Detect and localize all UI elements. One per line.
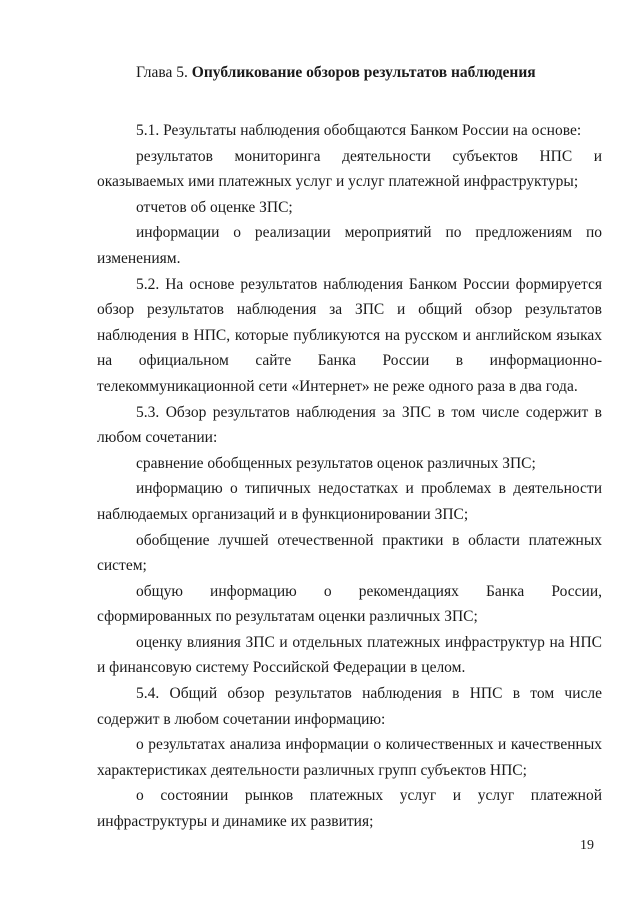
paragraph-reports: отчетов об оценке ЗПС; <box>136 198 293 216</box>
document-body <box>97 118 602 835</box>
paragraph-5-1: 5.1. Результаты наблюдения обобщаются Банком России на основе: <box>136 122 582 139</box>
page-number: 19 <box>580 838 594 853</box>
paragraph-analysis: о результатах анализа информации о количественных и качественных характеристиках деятельности различных групп субъектов НПС; <box>97 736 602 779</box>
paragraph-best-practice: обобщение лучшей отечественной практики в области платежных систем; <box>97 531 602 575</box>
chapter-heading <box>136 64 536 82</box>
paragraph-recommendations: общую информацию о рекомендациях Банка России, сформированных по результатам оценки различных ЗПС; <box>97 582 602 626</box>
chapter-prefix: Глава 5. <box>136 64 188 81</box>
paragraph-monitoring: результатов мониторинга деятельности субъектов НПС и оказываемых ими платежных услуг и услуг платежной инфраструктуры; <box>97 147 602 191</box>
paragraph-5-2: 5.2. На основе результатов наблюдения Банком России формируется обзор результатов наблюдения за ЗПС и общий обзор результатов наблюдения в НПС, которые публикуются на русском и английском языках на официальном сайте Банка России в информационно-телекоммуникационной сети «Интернет» не реже одного раза в два года. <box>97 275 602 395</box>
paragraph-measures: информации о реализации мероприятий по предложениям по изменениям. <box>97 224 602 267</box>
paragraph-5-3: 5.3. Обзор результатов наблюдения за ЗПС в том числе содержит в любом сочетании: <box>97 403 602 447</box>
paragraph-5-4: 5.4. Общий обзор результатов наблюдения в НПС в том числе содержит в любом сочетании информацию: <box>97 685 602 728</box>
paragraph-impact: оценку влияния ЗПС и отдельных платежных инфраструктур на НПС и финансовую систему Российской Федерации в целом. <box>97 633 602 677</box>
paragraph-deficiencies: информацию о типичных недостатках и проблемах в деятельности наблюдаемых организаций и в функционировании ЗПС; <box>97 480 602 523</box>
paragraph-markets: о состоянии рынков платежных услуг и услуг платежной инфраструктуры и динамике их развития; <box>97 787 602 831</box>
paragraph-comparison: сравнение обобщенных результатов оценок различных ЗПС; <box>136 454 536 472</box>
chapter-title: Опубликование обзоров результатов наблюдения <box>191 64 536 81</box>
